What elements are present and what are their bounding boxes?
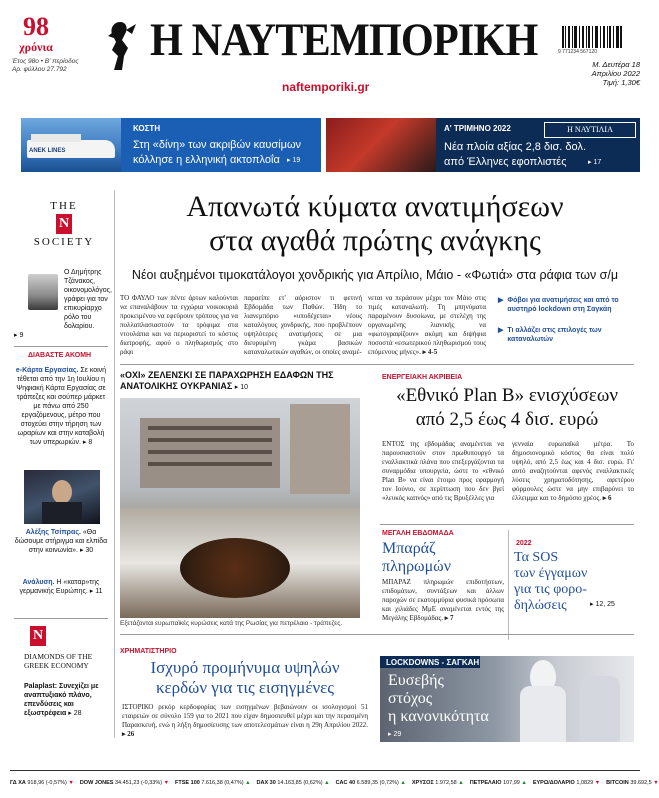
diamonds-text: Palaplast: Συνεχίζει με αναπτυξιακό πλάνο, επενδύσεις και εξωστρέφεια	[24, 683, 99, 717]
tax-tag: 2022	[516, 540, 532, 547]
diamonds-page: ▸ 28	[68, 710, 82, 717]
main-sidebar	[498, 296, 634, 344]
ticker-item	[175, 780, 250, 786]
society-logo	[20, 200, 108, 248]
barcode-icon	[562, 26, 622, 48]
arrow-down-icon: ▼	[593, 780, 601, 786]
ecard-text: Σε κοινή τέθεται από την 1η Ιουλίου η Ψηφιακή Κάρτα Εργασίας σε τράπεζες και σούπερ μάρκετ με πάνω από 250 εργαζόμενους, μέτρο που στοχεύει στην τήρηση των ωραρίων και στην καταβολή των υπερωριών.	[16, 367, 107, 446]
arrow-up-icon: ▲	[243, 780, 251, 786]
main-headline-line1: Απανωτά κύματα ανατιμήσεων	[186, 190, 564, 223]
read-also-item-tsipras[interactable]	[14, 528, 108, 555]
promo-right-line2: από Έλληνες εφοπλιστές	[444, 156, 567, 168]
main-col3: νεται να περάσουν μέχρι τον Μάιο στις τιμές καταναλωτή. Τη μπηνύματα παραμένουν δυσοίωνα, με στελέχη της οργανωμένης λιανικής να «φωτογραφίζουν» ακόμη και διψήφια ποσοστά «εσωτερικού πληθωρισμού τους επόμενους μήνες».	[368, 294, 486, 356]
bonus-text-wrap	[382, 578, 504, 623]
main-headline-line2: στα αγαθά πρώτης ανάγκης	[209, 224, 541, 257]
analysis-text: Η «καταρ»της γερμανικής Ευρώπης.	[19, 579, 100, 595]
date-block	[560, 60, 640, 87]
issue-number: Αρ. φύλλου 27.792	[12, 66, 67, 73]
energy-headline-line1: «Εθνικό Plan B» ενισχύσεων	[396, 385, 618, 406]
ukraine-caption: Εξετάζονται ευρωπαϊκές κυρώσεις κατά της Ρωσίας για πετρέλαιο - τράπεζες.	[120, 620, 343, 627]
price: Τιμή: 1,30€	[602, 78, 640, 87]
ticker-item	[606, 780, 659, 786]
main-headline[interactable]	[120, 190, 630, 258]
arrow-icon: ▶	[498, 327, 504, 334]
tax-line4: δηλώσεις	[514, 598, 567, 613]
date-month: Απριλίου 2022	[591, 69, 640, 78]
website-link[interactable]: naftemporiki.gr	[282, 80, 370, 94]
ticker-item	[470, 780, 527, 786]
promo-right-page: ▸ 17	[588, 159, 602, 166]
arrow-up-icon: ▲	[456, 780, 464, 786]
lockdown-tag: LOCKDOWNS - ΣΑΓΚΑΗ	[386, 658, 480, 667]
arrow-up-icon: ▲	[398, 780, 406, 786]
analysis-title: Ανάλυση.	[22, 579, 55, 586]
ticker-name: ΓΔ ΧΑ	[10, 780, 26, 786]
newspaper-title: Η ΝΑΥΤΕΜΠΟΡΙΚΗ	[150, 14, 538, 66]
energy-tag: ΕΝΕΡΓΕΙΑΚΗ ΑΚΡΙΒΕΙΑ	[382, 374, 463, 381]
ticker-value: 1.972,58	[435, 780, 457, 786]
ferry-image	[21, 118, 121, 172]
market-headline-line2: κερδών για τις εισηγμένες	[155, 678, 335, 697]
bonus-page: ▸ 7	[444, 614, 454, 622]
arrow-icon: ▶	[498, 297, 504, 304]
ticker-item	[533, 780, 600, 786]
lockdown-promo[interactable]	[380, 656, 634, 742]
arrow-down-icon: ▼	[162, 780, 170, 786]
sidebar-item-shanghai[interactable]	[498, 296, 634, 314]
ticker-name: FTSE 100	[175, 780, 200, 786]
bonus-headline-line2: πληρωμών	[382, 558, 451, 575]
tsipras-page: ▸ 30	[79, 547, 94, 554]
market-text-wrap	[122, 703, 368, 739]
market-tag: ΧΡΗΜΑΤΙΣΤΗΡΙΟ	[120, 648, 177, 655]
sidebar-text-shanghai: Φόβοι για ανατιμήσεις και από το αυστηρό lockdown στη Σαγκάη	[507, 297, 619, 313]
promo-left-line1: Στη «δίνη» των ακριβών καυσίμων	[133, 139, 302, 151]
tax-headline[interactable]	[514, 550, 634, 614]
tax-line3: για τις φορο-	[514, 582, 587, 597]
society-n-badge: N	[56, 214, 72, 234]
energy-col2: γενναία ευρωπαϊκά μέτρα. Το δημοσιονομικό κόστος θα είναι πολύ υψηλό, από 2,5 έως και 4 δισ. ευρώ. Γι' αυτό αναζητούνται αφενός εναλλακτικές λύσεις χρηματοδότησης, αφετέρου φόρμουλες ώστε να μην επιβαρύνει το έλλειμμα και το δημόσιο χρέος.	[512, 440, 634, 502]
ticker-name: DAX 30	[256, 780, 276, 786]
energy-headline[interactable]	[380, 384, 634, 432]
ukraine-headline: «ΟΧΙ» ΖΕΛΕΝΣΚΙ ΣΕ ΠΑΡΑΧΩΡΗΣΗ ΕΔΑΦΩΝ ΤΗΣ ΑΝΑΤΟΛΙΚΗΣ ΟΥΚΡΑΝΙΑΣ	[120, 370, 334, 391]
ticker-value: 1,0829	[576, 780, 594, 786]
promo-left-tag: ΚΟΣΤΗ	[133, 124, 161, 133]
promo-right-line1: Νέα πλοία αξίας 2,8 δισ. δολ.	[444, 141, 587, 153]
main-col3-page: ▸ 4-5	[422, 348, 438, 356]
tax-line1: Τα SOS	[514, 550, 559, 565]
ticker-name: ΕΥΡΩ/ΔΟΛΑΡΙΟ	[532, 780, 575, 786]
read-also-heading: ΔΙΑΒΑΣΤΕ ΑΚΟΜΗ	[28, 352, 92, 359]
ticker-value: 34.451,23 (-0,33%)	[114, 780, 163, 786]
ticker-name: CAC 40	[335, 780, 356, 786]
tax-line2: των έγγαμων	[514, 566, 588, 581]
barcode-number: 9 771234 567120	[558, 49, 597, 55]
society-word: SOCIETY	[33, 236, 95, 248]
promo-left-page: ▸ 19	[287, 157, 301, 164]
arrow-down-icon: ▼	[66, 780, 74, 786]
tsipras-title: Αλέξης Τσίπρας.	[25, 529, 81, 536]
ticker-item	[80, 780, 169, 786]
promo-left-line2: κόλλησε η ελληνική ακτοπλοΐα	[133, 154, 280, 166]
ticker-value: 39.692,5	[630, 780, 652, 786]
shipyard-image	[326, 118, 436, 172]
tsipras-text: «Θα δώσουμε στήριγμα και ελπίδα στην κοινωνία».	[14, 529, 108, 554]
main-subheadline: Νέοι αυξημένοι τιμοκατάλογοι χονδρικής για Απρίλιο, Μάιο - «Φωτιά» στα ράφια των σ/μ	[131, 268, 619, 282]
lockdown-line3: η κανονικότητα	[388, 708, 489, 725]
bonus-headline[interactable]	[382, 540, 502, 576]
bonus-tag: ΜΕΓΑΛΗ ΕΒΔΟΜΑΔΑ	[382, 530, 454, 537]
promo-right-tag: Α' ΤΡΙΜΗΝΟ 2022	[444, 124, 511, 133]
author-page: ▸ 9	[14, 332, 24, 339]
ukraine-photo	[120, 398, 360, 618]
ticker-value: 7.616,38 (0,47%)	[201, 780, 244, 786]
ticker-value: 14.163,85 (0,62%)	[277, 780, 323, 786]
ticker-value: 107,99	[503, 780, 520, 786]
ticker-item	[412, 780, 464, 786]
ticker-name: ΧΡΥΣΟΣ	[411, 780, 434, 786]
main-col3-wrap	[368, 294, 486, 357]
years-number: 98	[23, 12, 49, 41]
diamonds-title: DIAMONDS OF THE GREEK ECONOMY	[24, 652, 93, 670]
market-page: ▸ 26	[122, 730, 135, 738]
analysis-page: ▸ 11	[89, 588, 103, 595]
read-also-item-ecard[interactable]	[14, 366, 108, 447]
ticker-name: BITCOIN	[606, 780, 629, 786]
main-col2: παραείπε ετ' αόριστον τι φετινή Εβδομάδα των Παθών. Ήδη το λιανεμπόριο «υποδέχεται» νέους καταλόγους χονδρικής, που προβλέπουν υψηλότερες ανατιμήσεις σε μια διευρυμένη γκάμα βασικών καταναλωτικών αγαθών, οι οποίες αναμέ-	[244, 294, 362, 356]
energy-col2-page: ▸ 6	[602, 494, 612, 502]
arrow-up-icon: ▲	[322, 780, 330, 786]
edition-line: Έτος 98ο • Β' περίοδος	[12, 58, 79, 65]
society-the: THE	[50, 200, 78, 212]
bonus-text: ΜΠΑΡΑΖ πληρωμών επιδοτήσεων, επιδομάτων, συντάξεων και άλλων παροχών σε εκατομμύρια φυσικά πρόσωπα και χιλιάδες ΜμΕ αναμένεται εντός της Μεγάλης Εβδομάδας.	[382, 578, 504, 622]
ukraine-headline-block[interactable]	[120, 370, 370, 393]
lockdown-headline	[388, 672, 489, 726]
diamonds-n-badge: N	[30, 626, 46, 646]
arrow-up-icon: ▲	[519, 780, 527, 786]
energy-col2-wrap	[512, 440, 634, 503]
read-also-item-analysis[interactable]	[14, 578, 108, 596]
hermes-logo-icon	[100, 16, 140, 76]
sidebar-item-consumers[interactable]	[498, 326, 634, 344]
market-headline-line1: Ισχυρό προμήνυμα υψηλών	[150, 658, 340, 677]
market-text: ΙΣΤΟΡΙΚΟ ρεκόρ κερδοφορίας των εισηγμένων βεβαιώνουν οι ισολογισμοί 51 εταιρειών σε σύνολο 159 για το 2021 που είχαν δημοσιευθεί μέχρι και την περασμένη Παρασκευή, ενώ η λήξη δημοσίευσης των αποτελεσμάτων είναι η 29η Απριλίου 2022.	[122, 703, 368, 729]
bonus-headline-line1: Μπαράζ	[382, 540, 436, 557]
lockdown-line1: Ευσεβής	[388, 672, 444, 689]
author-blurb	[14, 268, 112, 340]
main-col1: ΤΟ ΦΑΥΛΟ των πέντε άρτων καλούνται να επαναλάβουν τα εγχώρια νοικοκυριά προκειμένου να εφεύρουν τρόπους για να πολλαπλασιαστούν τα τρόφιμα στα ντουλάπια και να περιοριστεί το κόστος διατροφής, αφού ο πληθωρισμός στο ράφι	[120, 294, 238, 356]
energy-headline-line2: από 2,5 έως 4 δισ. ευρώ	[415, 409, 599, 430]
tax-page: ▸ 12, 25	[590, 601, 615, 608]
sidebar-text-consumers: Τι αλλάζει στις επιλογές των καταναλωτών	[507, 327, 602, 343]
ticker-value: 918,96 (-0,57%)	[27, 780, 67, 786]
energy-col1: ΕΝΤΟΣ της εβδομάδας αναμένεται να παρουσιαστούν στον πρωθυπουργό τα εναλλακτικά πλάνα που επεξεργάζονται τα συναρμόδια υπουργεία, ώστε το «εθνικό Plan B» να είναι έτοιμο προς εφαρμογή τον Ιούνιο, σε περίπτωση που δεν βγεί «λευκός καπνός» από τις Βρυξέλλες για	[382, 440, 504, 502]
market-ticker	[10, 776, 659, 790]
promo-shipping[interactable]	[326, 118, 640, 172]
ferry-label: ANEK LINES	[29, 148, 66, 154]
ticker-item	[10, 780, 74, 786]
tsipras-photo	[24, 470, 100, 524]
date-day: Μ. Δευτέρα 18	[592, 60, 640, 69]
ticker-item	[257, 780, 330, 786]
years-label: χρόνια	[19, 40, 53, 54]
naftilia-badge: Η ΝΑΥΤΙΛΙΑ	[544, 122, 636, 138]
ticker-name: DOW JONES	[79, 780, 114, 786]
diamonds-item[interactable]	[24, 682, 108, 718]
promo-ferries[interactable]	[21, 118, 321, 172]
ticker-value: 6.589,35 (0,72%)	[356, 780, 399, 786]
lockdown-line2: στόχος	[388, 690, 433, 707]
author-caption: Ο Δημήτρης Τζάνακος, οικονομολόγος, γράφει για τον επικυρίαρχο ρόλο του δολαρίου.	[64, 269, 112, 330]
ukraine-page: ▸ 10	[234, 384, 249, 391]
ecard-page: ▸ 8	[82, 439, 93, 446]
ticker-name: ΠΕΤΡΕΛΑΙΟ	[469, 780, 502, 786]
arrow-down-icon: ▼	[651, 780, 659, 786]
lockdown-page: ▸ 29	[388, 731, 402, 738]
ecard-title: e-Κάρτα Εργασίας.	[15, 367, 79, 374]
market-headline[interactable]	[120, 658, 370, 698]
ticker-item	[336, 780, 406, 786]
